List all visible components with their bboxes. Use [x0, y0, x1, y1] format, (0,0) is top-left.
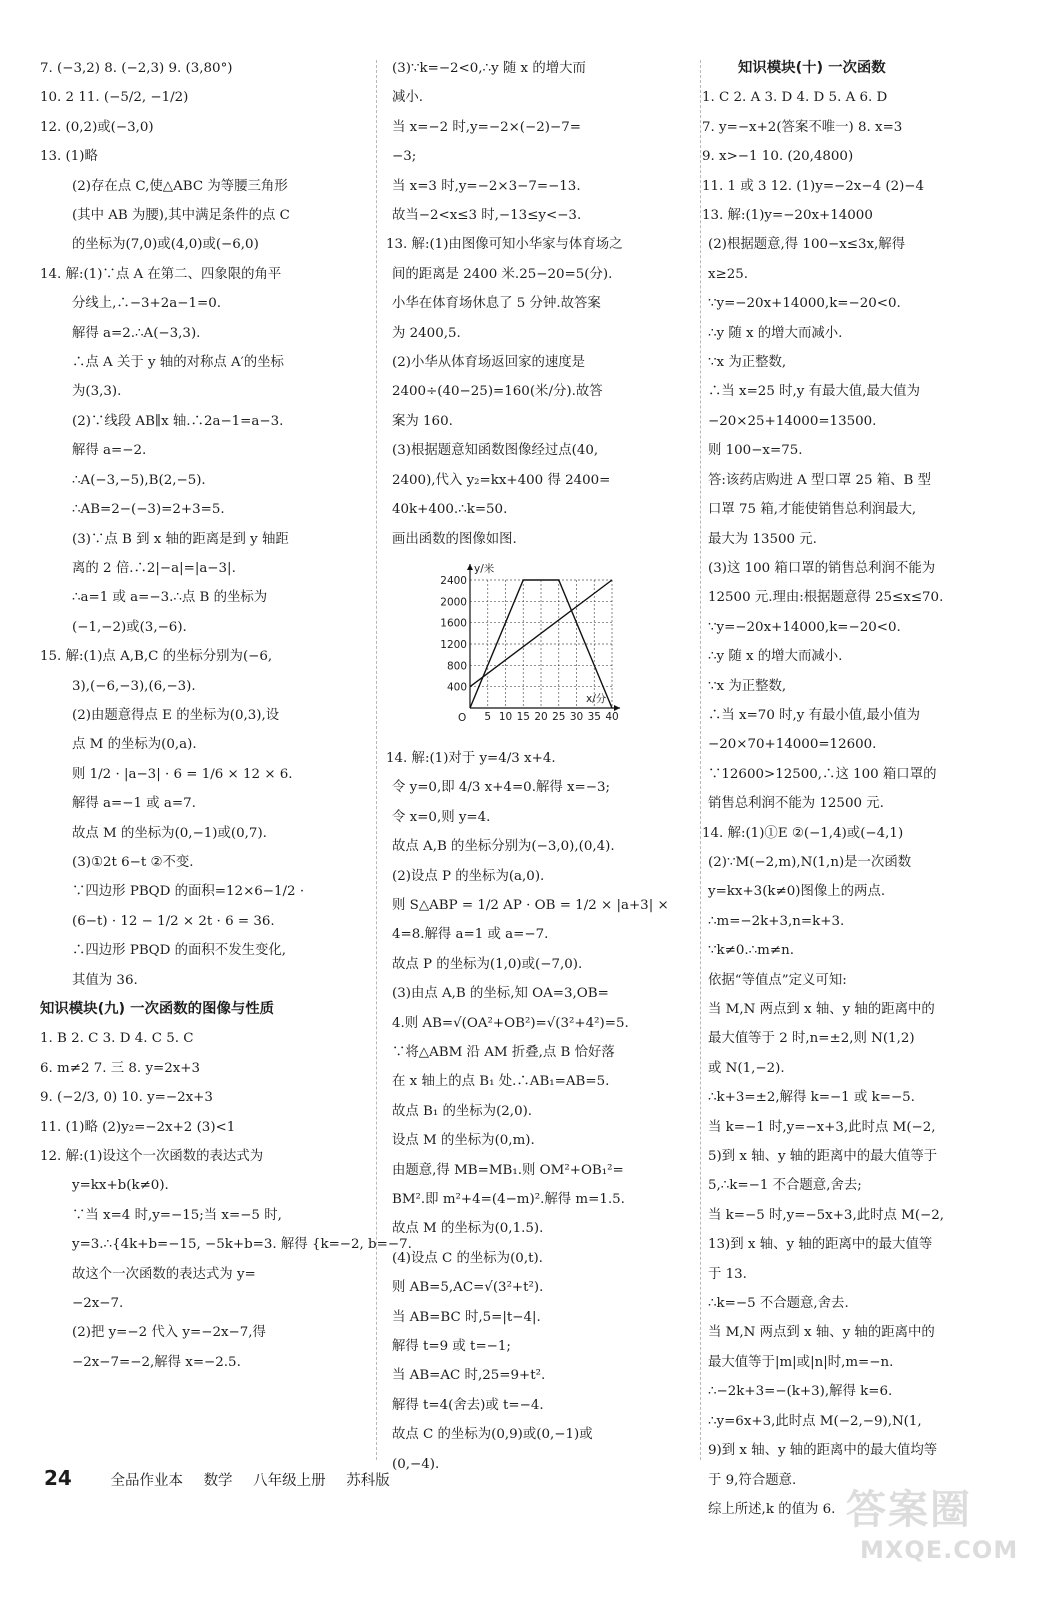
answer-line: ∵x 为正整数, [708, 678, 787, 694]
answer-line: 10. 2 11. (−5/2, −1/2) [40, 90, 189, 106]
answer-line: (2)设点 P 的坐标为(a,0). [392, 868, 545, 884]
answer-line: y=kx+3(k≠0)图像上的两点. [708, 884, 886, 900]
chart-y-tick-label-5: 2400 [440, 574, 467, 587]
answer-line: 则 S△ABP = 1/2 AP · OB = 1/2 × |a+3| × [392, 897, 669, 913]
answer-line: ∵将△ABM 沿 AM 折叠,点 B 恰好落 [392, 1044, 615, 1060]
answer-line: 1. C 2. A 3. D 4. D 5. A 6. D [702, 90, 888, 106]
answer-line: 12. (0,2)或(−3,0) [40, 119, 154, 135]
chart-y-arrow [467, 564, 473, 570]
answer-line: 14. 解:(1)①E ②(−1,4)或(−4,1) [702, 825, 904, 841]
answer-line: 综上所述,k 的值为 6. [708, 1501, 836, 1517]
answer-line: 为 2400,5. [392, 325, 461, 341]
answer-line: 分线上,∴−3+2a−1=0. [72, 296, 222, 312]
answer-line: 销售总利润不能为 12500 元. [708, 796, 884, 812]
answer-line: 解得 t=4(舍去)或 t=−4. [392, 1397, 544, 1413]
answer-line: 当 k=−1 时,y=−x+3,此时点 M(−2, [708, 1119, 936, 1135]
edition: 苏科版 [346, 1473, 390, 1489]
answer-line: 当 M,N 两点到 x 轴、y 轴的距离中的 [708, 1325, 935, 1341]
answer-line: 13)到 x 轴、y 轴的距离中的最大值等 [708, 1237, 933, 1253]
answer-line: 2400÷(40−25)=160(米/分).故答 [392, 384, 603, 400]
answer-line: 故这个一次函数的表达式为 y= [72, 1266, 256, 1282]
answer-line: 4.则 AB=√(OA²+OB²)=√(3²+4²)=5. [392, 1015, 629, 1031]
answer-line: 12. 解:(1)设这个一次函数的表达式为 [40, 1149, 264, 1165]
answer-line: ∵四边形 PBQD 的面积=12×6−1/2 · [72, 884, 305, 900]
answer-line: 5,∴k=−1 不合题意,舍去; [708, 1178, 862, 1194]
section-heading: 知识模块(十) 一次函数 [738, 60, 886, 76]
page-number: 24 [44, 1466, 72, 1490]
answer-line: 间的距离是 2400 米.25−20=5(分). [392, 266, 613, 282]
answer-line: 画出函数的图像如图. [392, 531, 517, 547]
answer-line: ∴当 x=25 时,y 有最大值,最大值为 [708, 384, 920, 400]
answer-line: ∴−2k+3=−(k+3),解得 k=6. [708, 1384, 893, 1400]
answer-line: (2)∵M(−2,m),N(1,n)是一次函数 [708, 854, 912, 870]
answer-line: 故点 C 的坐标为(0,9)或(0,−1)或 [392, 1427, 593, 1443]
answer-line: 解得 a=2.∴A(−3,3). [72, 325, 201, 341]
answer-line: 最大值等于|m|或|n|时,m=−n. [708, 1354, 894, 1370]
answer-line: 则 1/2 · |a−3| · 6 = 1/6 × 12 × 6. [72, 766, 293, 782]
answer-line: ∵12600>12500,∴这 100 箱口罩的 [708, 766, 937, 782]
answer-line: (3)根据题意知函数图像经过点(40, [392, 443, 599, 459]
answer-line: 2400),代入 y₂=kx+400 得 2400= [392, 472, 611, 488]
answer-line: 12500 元.理由:根据题意得 25≤x≤70. [708, 590, 944, 606]
answer-line: 解得 t=9 或 t=−1; [392, 1339, 511, 1355]
answer-line: 当 M,N 两点到 x 轴、y 轴的距离中的 [708, 1002, 935, 1017]
answer-line: 当 x=−2 时,y=−2×(−2)−7= [392, 119, 581, 135]
chart-figure [436, 558, 692, 738]
answer-line: ∴A(−3,−5),B(2,−5). [72, 472, 206, 488]
chart-y-tick-label-1: 800 [446, 660, 467, 673]
answer-line: (−1,−2)或(3,−6). [72, 619, 187, 635]
answer-line: 当 k=−5 时,y=−5x+3,此时点 M(−2, [708, 1207, 945, 1223]
answer-line: −2x−7=−2,解得 x=−2.5. [72, 1354, 241, 1370]
answer-line: 故点 A,B 的坐标分别为(−3,0),(0,4). [392, 839, 615, 855]
answer-line: 故点 B₁ 的坐标为(2,0). [392, 1103, 533, 1119]
answer-line: ∴y 随 x 的增大而减小. [708, 325, 843, 341]
chart-x-tick-label-1: 10 [498, 710, 513, 723]
answer-line: 解得 a=−2. [72, 443, 147, 459]
chart-y-axis-label: y/米 [474, 562, 495, 575]
chart-x-axis-label: x/分 [586, 692, 607, 705]
grade: 八年级上册 [253, 1473, 326, 1489]
answer-line: 故点 M 的坐标为(0,1.5). [392, 1221, 544, 1237]
chart-x-tick-label-3: 20 [534, 710, 548, 723]
answer-line: 7. (−3,2) 8. (−2,3) 9. (3,80°) [40, 61, 233, 76]
answer-line: 或 N(1,−2). [708, 1060, 785, 1076]
answer-line: 7. y=−x+2(答案不唯一) 8. x=3 [702, 119, 903, 135]
answer-line: 3),(−6,−3),(6,−3). [72, 678, 196, 694]
answer-line: −3; [392, 149, 417, 165]
answer-line: (3)∵点 B 到 x 轴的距离是到 y 轴距 [72, 531, 289, 547]
answer-line: 由题意,得 MB=MB₁.则 OM²+OB₁²= [392, 1162, 624, 1178]
answer-column-3 [702, 54, 1026, 1524]
chart-x-tick-label-7: 40 [605, 710, 619, 723]
answer-line: (2)∵线段 AB∥x 轴.∴2a−1=a−3. [72, 413, 284, 429]
chart-x-tick-label-0: 5 [484, 710, 492, 723]
answer-line: 依据“等值点”定义可知: [708, 972, 847, 988]
column-divider [376, 60, 377, 1460]
answer-line: ∴a=1 或 a=−3.∴点 B 的坐标为 [72, 590, 268, 606]
answer-line: (2)存在点 C,使△ABC 为等腰三角形 [72, 178, 288, 194]
answer-line: x≥25. [708, 266, 749, 282]
answer-line: (6−t) · 12 − 1/2 × 2t · 6 = 36. [72, 913, 275, 929]
chart-y-tick-label-3: 1600 [440, 617, 467, 630]
answer-line: 9. x>−1 10. (20,4800) [702, 149, 854, 165]
chart-y-tick-label-0: 400 [446, 681, 467, 694]
answer-line: 14. 解:(1)对于 y=4/3 x+4. [386, 750, 556, 766]
subject: 数学 [203, 1473, 233, 1489]
answer-line: 的坐标为(7,0)或(4,0)或(−6,0) [72, 237, 259, 253]
answer-line: 故当−2<x≤3 时,−13≤y<−3. [392, 208, 582, 224]
answer-line: 11. (1)略 (2)y₂=−2x+2 (3)<1 [40, 1119, 236, 1135]
answer-line: 答:该药店购进 A 型口罩 25 箱、B 型 [708, 472, 932, 488]
chart-y-tick-label-4: 2000 [440, 596, 467, 609]
distance-time-chart [436, 558, 626, 734]
answer-line: (3)①2t 6−t ②不变. [72, 854, 194, 870]
chart-x-tick-label-5: 30 [569, 710, 584, 723]
answer-line: (2)由题意得点 E 的坐标为(0,3),设 [72, 707, 280, 723]
watermark-logo [846, 1478, 1026, 1586]
answer-line: 小华在体育场休息了 5 分钟.故答案 [392, 296, 601, 312]
answer-line: 当 AB=BC 时,5=|t−4|. [392, 1309, 541, 1325]
answer-column-2 [386, 54, 692, 1479]
answer-line: 4=8.解得 a=1 或 a=−7. [392, 927, 549, 943]
answer-line: 设点 M 的坐标为(0,m). [392, 1133, 535, 1149]
answer-line: (0,−4). [392, 1456, 440, 1472]
answer-line: 5)到 x 轴、y 轴的距离中的最大值等于 [708, 1149, 938, 1165]
answer-line: (2)根据题意,得 100−x≤3x,解得 [708, 237, 906, 253]
answer-line: −20×25+14000=13500. [708, 413, 877, 429]
answer-line: 6. m≠2 7. 三 8. y=2x+3 [40, 1060, 201, 1076]
column-divider [700, 60, 701, 1460]
answer-line: (3)由点 A,B 的坐标,知 OA=3,OB= [392, 986, 609, 1002]
answer-line: 则 100−x=75. [708, 443, 803, 459]
answer-line: 最大值等于 2 时,n=±2,则 N(1,2) [708, 1031, 915, 1047]
answer-line: ∵x 为正整数, [708, 355, 787, 371]
answer-line: 14. 解:(1)∵点 A 在第二、四象限的角平 [40, 266, 282, 282]
answer-line: (其中 AB 为腰),其中满足条件的点 C [72, 208, 290, 224]
answer-line: 11. 1 或 3 12. (1)y=−2x−4 (2)−4 [702, 178, 925, 194]
answer-line: 令 x=0,则 y=4. [392, 809, 491, 825]
answer-line: (4)设点 C 的坐标为(0,t). [392, 1250, 543, 1266]
answer-line: 点 M 的坐标为(0,a). [72, 737, 197, 753]
answer-line: 最大为 13500 元. [708, 531, 817, 547]
answer-line: 在 x 轴上的点 B₁ 处.∴AB₁=AB=5. [392, 1074, 610, 1090]
answer-line: 当 x=3 时,y=−2×3−7=−13. [392, 178, 581, 194]
answer-line: BM².即 m²+4=(4−m)².解得 m=1.5. [392, 1192, 625, 1207]
book-title: 全品作业本 [110, 1473, 183, 1489]
answer-line: 减小. [392, 90, 424, 106]
answer-line: 13. 解:(1)由图像可知小华家与体育场之 [386, 237, 623, 253]
answer-line: 于 13. [708, 1266, 747, 1282]
answer-line: 9)到 x 轴、y 轴的距离中的最大值均等 [708, 1443, 938, 1459]
answer-line: 于 9,符合题意. [708, 1472, 797, 1488]
answer-line: ∵y=−20x+14000,k=−20<0. [708, 619, 901, 635]
watermark-url: MXQE.COM [860, 1536, 1019, 1564]
watermark-text: 答案圈 [846, 1487, 972, 1533]
answer-line: 口罩 75 箱,才能使销售总利润最大, [708, 502, 917, 518]
answer-line: ∴当 x=70 时,y 有最小值,最小值为 [708, 707, 920, 723]
answer-line: 故点 P 的坐标为(1,0)或(−7,0). [392, 956, 583, 972]
answer-line: 离的 2 倍.∴2|−a|=|a−3|. [72, 560, 236, 576]
answer-line: −2x−7. [72, 1296, 124, 1312]
answer-line: (3)这 100 箱口罩的销售总利润不能为 [708, 560, 936, 576]
answer-line: 13. 解:(1)y=−20x+14000 [702, 208, 873, 224]
chart-y-tick-label-2: 1200 [440, 638, 467, 651]
answer-line: ∵k≠0.∴m≠n. [708, 943, 794, 959]
answer-line: 当 AB=AC 时,25=9+t². [392, 1368, 546, 1384]
answer-line: 则 AB=5,AC=√(3²+t²). [392, 1280, 544, 1296]
answer-line: ∴m=−2k+3,n=k+3. [708, 913, 845, 929]
answer-line: 故点 M 的坐标为(0,−1)或(0,7). [72, 825, 267, 841]
answer-line: ∴y=6x+3,此时点 M(−2,−9),N(1, [708, 1413, 922, 1429]
answer-line: ∴k+3=±2,解得 k=−1 或 k=−5. [708, 1090, 915, 1106]
answer-line: 40k+400.∴k=50. [392, 502, 508, 518]
answer-line: (2)小华从体育场返回家的速度是 [392, 355, 586, 371]
answer-line: ∵当 x=4 时,y=−15;当 x=−5 时, [72, 1207, 282, 1223]
chart-x-tick-label-2: 15 [516, 710, 530, 723]
answer-line: 9. (−2/3, 0) 10. y=−2x+3 [40, 1090, 213, 1106]
answer-line: 令 y=0,即 4/3 x+4=0.解得 x=−3; [392, 780, 611, 796]
answer-line: 为(3,3). [72, 384, 122, 400]
chart-x-tick-label-4: 25 [552, 710, 566, 723]
answer-line: ∴点 A 关于 y 轴的对称点 A′的坐标 [72, 355, 284, 371]
answer-line: ∴y 随 x 的增大而减小. [708, 649, 843, 665]
answer-line: (2)把 y=−2 代入 y=−2x−7,得 [72, 1325, 266, 1341]
answer-line: ∵y=−20x+14000,k=−20<0. [708, 296, 901, 312]
answer-line: y=kx+b(k≠0). [72, 1178, 169, 1194]
answer-line: 15. 解:(1)点 A,B,C 的坐标分别为(−6, [40, 649, 273, 665]
answer-line: 其值为 36. [72, 972, 138, 988]
answer-line: 解得 a=−1 或 a=7. [72, 796, 196, 812]
answer-line: ∴四边形 PBQD 的面积不发生变化, [72, 943, 287, 959]
page-footer [44, 1466, 406, 1490]
answer-line: y=3.∴{4k+b=−15, −5k+b=3. 解得 {k=−2, b=−7. [72, 1237, 412, 1253]
answer-line: (3)∵k=−2<0,∴y 随 x 的增大而 [392, 61, 586, 76]
answer-line: −20×70+14000=12600. [708, 737, 877, 753]
answer-line: ∴AB=2−(−3)=2+3=5. [72, 502, 225, 518]
chart-origin-label: O [458, 711, 467, 724]
answer-line: 13. (1)略 [40, 149, 98, 165]
answer-line: 1. B 2. C 3. D 4. C 5. C [40, 1031, 194, 1047]
chart-x-tick-label-6: 35 [587, 710, 601, 723]
answer-line: 案为 160. [392, 413, 453, 429]
section-heading: 知识模块(九) 一次函数的图像与性质 [40, 1001, 275, 1017]
answer-line: ∴k=−5 不合题意,舍去. [708, 1296, 849, 1312]
